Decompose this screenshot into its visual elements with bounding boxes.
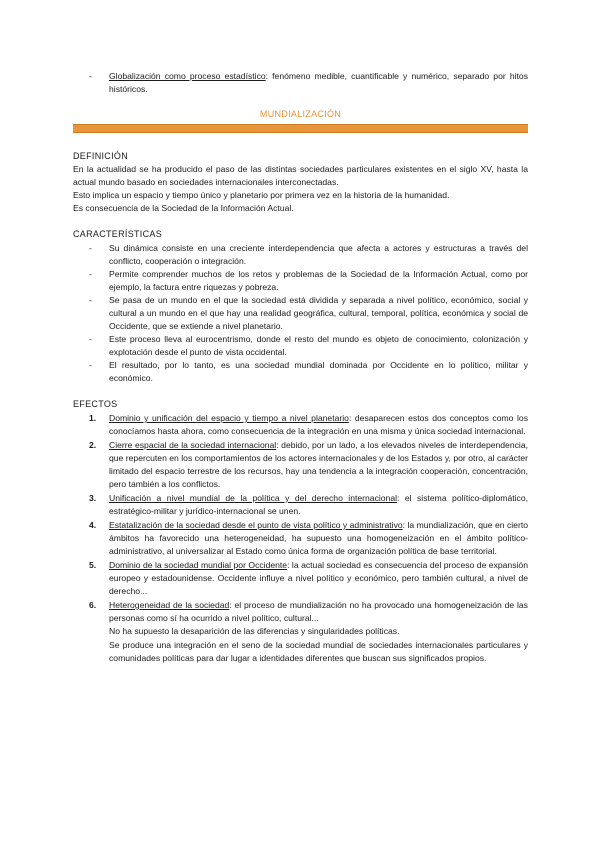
efecto-text: : desaparecen estos dos conceptos como los conocíamos hasta ahora, como consecuencia de la integración en una misma y única sociedad internacional.: [109, 413, 529, 436]
efecto-term: Dominio y unificación del espacio y tiempo a nivel planetario: [109, 413, 349, 423]
efecto-term: Heterogeneidad de la sociedad: [109, 600, 230, 610]
efecto-number: 2.: [89, 440, 97, 450]
definicion-p2: Esto implica un espacio y tiempo único y planetario por primera vez en la historia de la humanidad.: [73, 190, 450, 200]
bullet-dash: -: [89, 243, 92, 253]
efecto-number: 4.: [89, 520, 97, 530]
caracteristica-item: [73, 294, 528, 333]
efecto-item: [73, 519, 528, 558]
caracteristica-item: [73, 333, 528, 359]
efecto-extra-line: [73, 625, 528, 638]
caracteristica-text: Permite comprender muchos de los retos y problemas de la Sociedad de la Información Actual, como por ejemplo, la factura entre riquezas y pobreza.: [109, 269, 528, 292]
caracteristica-item: [73, 242, 528, 268]
efecto-term: Cierre espacial de la sociedad internacional: [109, 440, 277, 450]
efecto-number: 5.: [89, 560, 97, 570]
efectos-heading: EFECTOS: [73, 399, 118, 409]
intro-bullet: [73, 70, 528, 96]
efecto-text: : la actual sociedad es consecuencia del proceso de expansión europeo y estadounidense. Occidente influye a nivel político y económico, pero también cultural, a nivel de derecho...: [109, 560, 528, 596]
efecto-number: 1.: [89, 413, 97, 423]
caracteristica-text: El resultado, por lo tanto, es una sociedad mundial dominada por Occidente en lo político, militar y económico.: [109, 360, 528, 383]
definicion-p3: Es consecuencia de la Sociedad de la Información Actual.: [73, 203, 294, 213]
definicion-heading: DEFINICIÓN: [73, 151, 129, 161]
definicion-p1: En la actualidad se ha producido el paso de las distintas sociedades particulares existentes en el siglo XV, hasta la actual mundo basado en sociedades internacionales interconectadas.: [73, 164, 528, 187]
caracteristica-item: [73, 359, 528, 385]
efecto-text: : la mundialización, que en cierto ámbitos ha favorecido una heterogeneidad, ha supuesto una homogeneización en el ámbito político-administrativo, al universalizar al Estado como única forma de organización política de base territorial.: [109, 520, 528, 556]
efecto-term: Dominio de la sociedad mundial por Occidente: [109, 560, 288, 570]
efecto-extra-text: No ha supuesto la desaparición de las diferencias y singularidades políticas.: [109, 626, 400, 636]
section-divider: [73, 124, 528, 133]
bullet-dash: -: [89, 334, 92, 344]
caracteristica-item: [73, 268, 528, 294]
caracteristica-text: Se pasa de un mundo en el que la sociedad está dividida y separada a nivel político, económico, social y cultural a un mundo en el que hay una realidad geográfica, cultural, temporal, política, económica y social de Occidente, que se extiende a nivel planetario.: [109, 295, 528, 331]
bullet-dash: -: [89, 269, 92, 279]
caracteristica-text: Su dinámica consiste en una creciente interdependencia que afecta a actores y estructuras a través del conflicto, cooperación o integración.: [109, 243, 528, 266]
efecto-text: : el sistema político-diplomático, estratégico-militar y jurídico-internacional se unen.: [109, 493, 528, 516]
efecto-item: [73, 492, 528, 518]
efecto-item: [73, 599, 528, 625]
caracteristicas-heading: CARACTERÍSTICAS: [73, 229, 163, 239]
bullet-dash: -: [89, 295, 92, 305]
efecto-number: 6.: [89, 600, 97, 610]
bullet-dash: -: [89, 360, 92, 370]
efecto-term: Unificación a nivel mundial de la política y del derecho internacional: [109, 493, 398, 503]
efecto-extra-line: [73, 639, 528, 665]
section-title: MUNDIALIZACIÓN: [259, 109, 342, 119]
intro-text: : fenómeno medible, cuantificable y numérico, separado por hitos históricos.: [109, 71, 528, 94]
efecto-item: [73, 412, 528, 438]
efecto-item: [73, 559, 528, 598]
efecto-extra-text: Se produce una integración en el seno de la sociedad mundial de sociedades internacionales particulares y comunidades políticas para dar lugar a identidades diferentes que buscan sus significados propios.: [109, 640, 528, 663]
bullet-dash: -: [89, 71, 92, 81]
efecto-text: : el proceso de mundialización no ha provocado una homogeneización de las personas como sí ha ocurrido a nivel político, cultural...: [109, 600, 528, 623]
document-page: [73, 70, 528, 666]
caracteristica-text: Este proceso lleva al eurocentrismo, donde el resto del mundo es objeto de conocimiento, colonización y explotación desde el punto de vista occidental.: [109, 334, 528, 357]
efecto-text: : debido, por un lado, a los elevados niveles de interdependencia, que repercuten en los comportamientos de los actores internacionales y de los Estados y, por otro, al carácter limitado del espacio terrestre de los recursos, hay una tendencia a la integración cooperación, concentración, pero también a los conflictos.: [109, 440, 528, 489]
efecto-item: [73, 439, 528, 491]
efecto-number: 3.: [89, 493, 97, 503]
efecto-term: Estatalización de la sociedad desde el punto de vista político y administrativo: [109, 520, 403, 530]
intro-term: Globalización como proceso estadístico: [109, 71, 266, 81]
